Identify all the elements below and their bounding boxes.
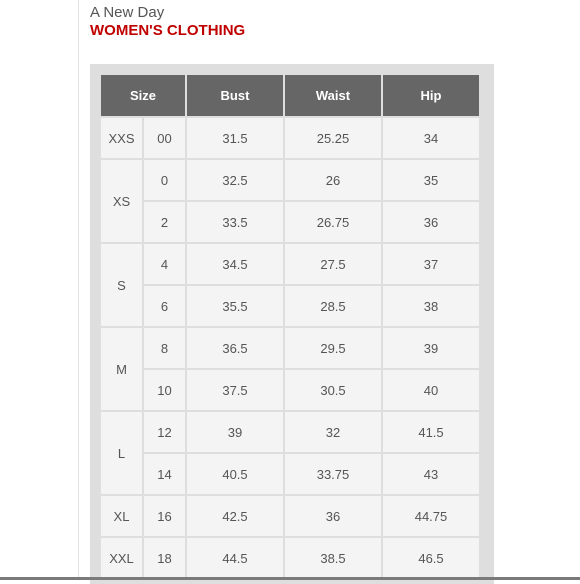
size-number: 4 [144, 244, 185, 284]
waist-value: 38.5 [285, 538, 381, 578]
size-number: 12 [144, 412, 185, 452]
table-row [101, 412, 479, 452]
category-title: WOMEN'S CLOTHING [90, 22, 246, 39]
table-row [101, 202, 479, 242]
size-number: 16 [144, 496, 185, 536]
bust-value: 33.5 [187, 202, 283, 242]
header-bust: Bust [187, 75, 283, 116]
table-row [101, 160, 479, 200]
size-number: 6 [144, 286, 185, 326]
hip-value: 41.5 [383, 412, 479, 452]
hip-value: 40 [383, 370, 479, 410]
size-number: 10 [144, 370, 185, 410]
bust-value: 37.5 [187, 370, 283, 410]
header-size: Size [101, 75, 185, 116]
table-row [101, 370, 479, 410]
size-label: XXL [101, 538, 142, 578]
hip-value: 39 [383, 328, 479, 368]
bust-value: 31.5 [187, 118, 283, 158]
table-row [101, 538, 479, 578]
size-label: M [101, 328, 142, 410]
waist-value: 26 [285, 160, 381, 200]
table-row [101, 454, 479, 494]
size-number: 2 [144, 202, 185, 242]
size-label: L [101, 412, 142, 494]
hip-value: 43 [383, 454, 479, 494]
waist-value: 25.25 [285, 118, 381, 158]
size-chart-table [99, 73, 481, 580]
table-header-row [101, 75, 479, 116]
bust-value: 44.5 [187, 538, 283, 578]
bust-value: 32.5 [187, 160, 283, 200]
hip-value: 34 [383, 118, 479, 158]
waist-value: 29.5 [285, 328, 381, 368]
size-label: S [101, 244, 142, 326]
table-row [101, 286, 479, 326]
waist-value: 27.5 [285, 244, 381, 284]
hip-value: 36 [383, 202, 479, 242]
waist-value: 32 [285, 412, 381, 452]
header-hip: Hip [383, 75, 479, 116]
waist-value: 28.5 [285, 286, 381, 326]
hip-value: 44.75 [383, 496, 479, 536]
bust-value: 35.5 [187, 286, 283, 326]
size-label: XS [101, 160, 142, 242]
size-label: XL [101, 496, 142, 536]
bust-value: 40.5 [187, 454, 283, 494]
hip-value: 38 [383, 286, 479, 326]
bust-value: 36.5 [187, 328, 283, 368]
hip-value: 37 [383, 244, 479, 284]
bust-value: 42.5 [187, 496, 283, 536]
size-number: 14 [144, 454, 185, 494]
brand-name: A New Day [90, 4, 165, 21]
waist-value: 26.75 [285, 202, 381, 242]
size-number: 0 [144, 160, 185, 200]
table-row [101, 496, 479, 536]
table-row [101, 328, 479, 368]
hip-value: 35 [383, 160, 479, 200]
waist-value: 30.5 [285, 370, 381, 410]
size-number: 8 [144, 328, 185, 368]
waist-value: 36 [285, 496, 381, 536]
size-label: XXS [101, 118, 142, 158]
bust-value: 39 [187, 412, 283, 452]
size-number: 18 [144, 538, 185, 578]
waist-value: 33.75 [285, 454, 381, 494]
table-row [101, 244, 479, 284]
table-row [101, 118, 479, 158]
left-divider [78, 0, 79, 580]
bust-value: 34.5 [187, 244, 283, 284]
header-waist: Waist [285, 75, 381, 116]
size-number: 00 [144, 118, 185, 158]
hip-value: 46.5 [383, 538, 479, 578]
